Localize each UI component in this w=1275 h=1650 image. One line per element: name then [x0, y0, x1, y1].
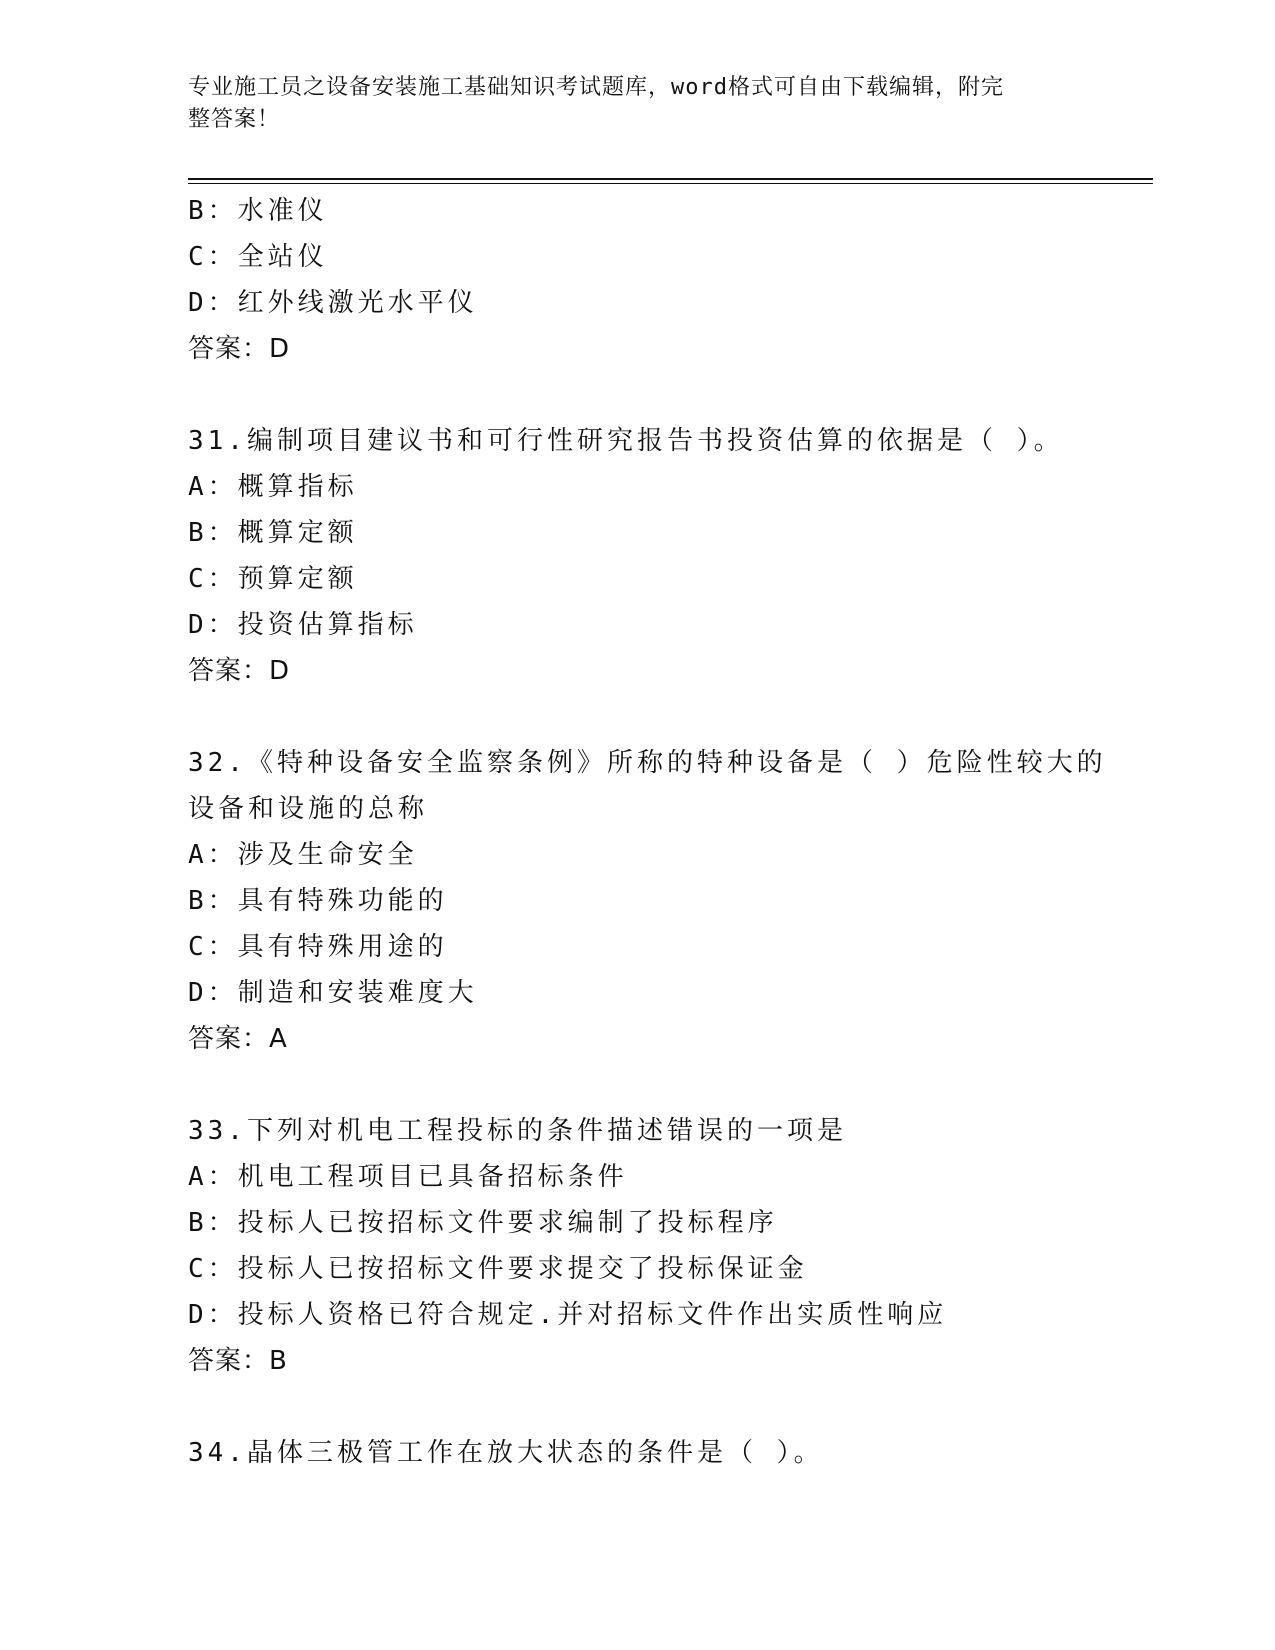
question-34 — [188, 1430, 1088, 1476]
question-32 — [188, 740, 1107, 1062]
option-a: A：涉及生命安全 — [188, 840, 418, 870]
header-rule-thin — [188, 183, 1153, 184]
option-c: C：投标人已按招标文件要求提交了投标保证金 — [188, 1254, 808, 1284]
question-33 — [188, 1108, 1088, 1384]
option-c: C：全站仪 — [188, 242, 328, 272]
question-31 — [188, 418, 1088, 694]
question-stem-line-1: 32.《特种设备安全监察条例》所称的特种设备是（ ）危险性较大的 — [188, 748, 1107, 778]
answer-line: 答案：A — [188, 1024, 288, 1054]
option-a: A：概算指标 — [188, 472, 358, 502]
option-d: D：投标人资格已符合规定.并对招标文件作出实质性响应 — [188, 1300, 948, 1330]
option-b: B：具有特殊功能的 — [188, 886, 448, 916]
question-stem-line-2: 设备和设施的总称 — [188, 794, 429, 824]
option-b: B：水准仪 — [188, 196, 328, 226]
option-d: D：投资估算指标 — [188, 610, 418, 640]
option-b: B：概算定额 — [188, 518, 358, 548]
option-d: D：红外线激光水平仪 — [188, 288, 478, 318]
header-line-1: 专业施工员之设备安装施工基础知识考试题库，word格式可自由下载编辑，附完 — [188, 75, 1004, 100]
option-a: A：机电工程项目已具备招标条件 — [188, 1162, 628, 1192]
question-fragment — [188, 188, 1088, 372]
answer-line: 答案：D — [188, 656, 291, 686]
option-c: C：具有特殊用途的 — [188, 932, 448, 962]
question-list — [188, 188, 1107, 1476]
option-c: C：预算定额 — [188, 564, 358, 594]
option-b: B：投标人已按招标文件要求编制了投标程序 — [188, 1208, 778, 1238]
question-stem: 31.编制项目建议书和可行性研究报告书投资估算的依据是（ ）。 — [188, 426, 1064, 456]
question-stem: 34.晶体三极管工作在放大状态的条件是（ ）。 — [188, 1438, 824, 1468]
document-header — [188, 72, 1068, 136]
question-stem: 33.下列对机电工程投标的条件描述错误的一项是 — [188, 1116, 847, 1146]
option-d: D：制造和安装难度大 — [188, 978, 478, 1008]
answer-line: 答案：D — [188, 334, 291, 364]
header-rule-thick — [188, 178, 1153, 180]
answer-line: 答案：B — [188, 1346, 288, 1376]
header-line-2: 整答案！ — [188, 107, 281, 132]
